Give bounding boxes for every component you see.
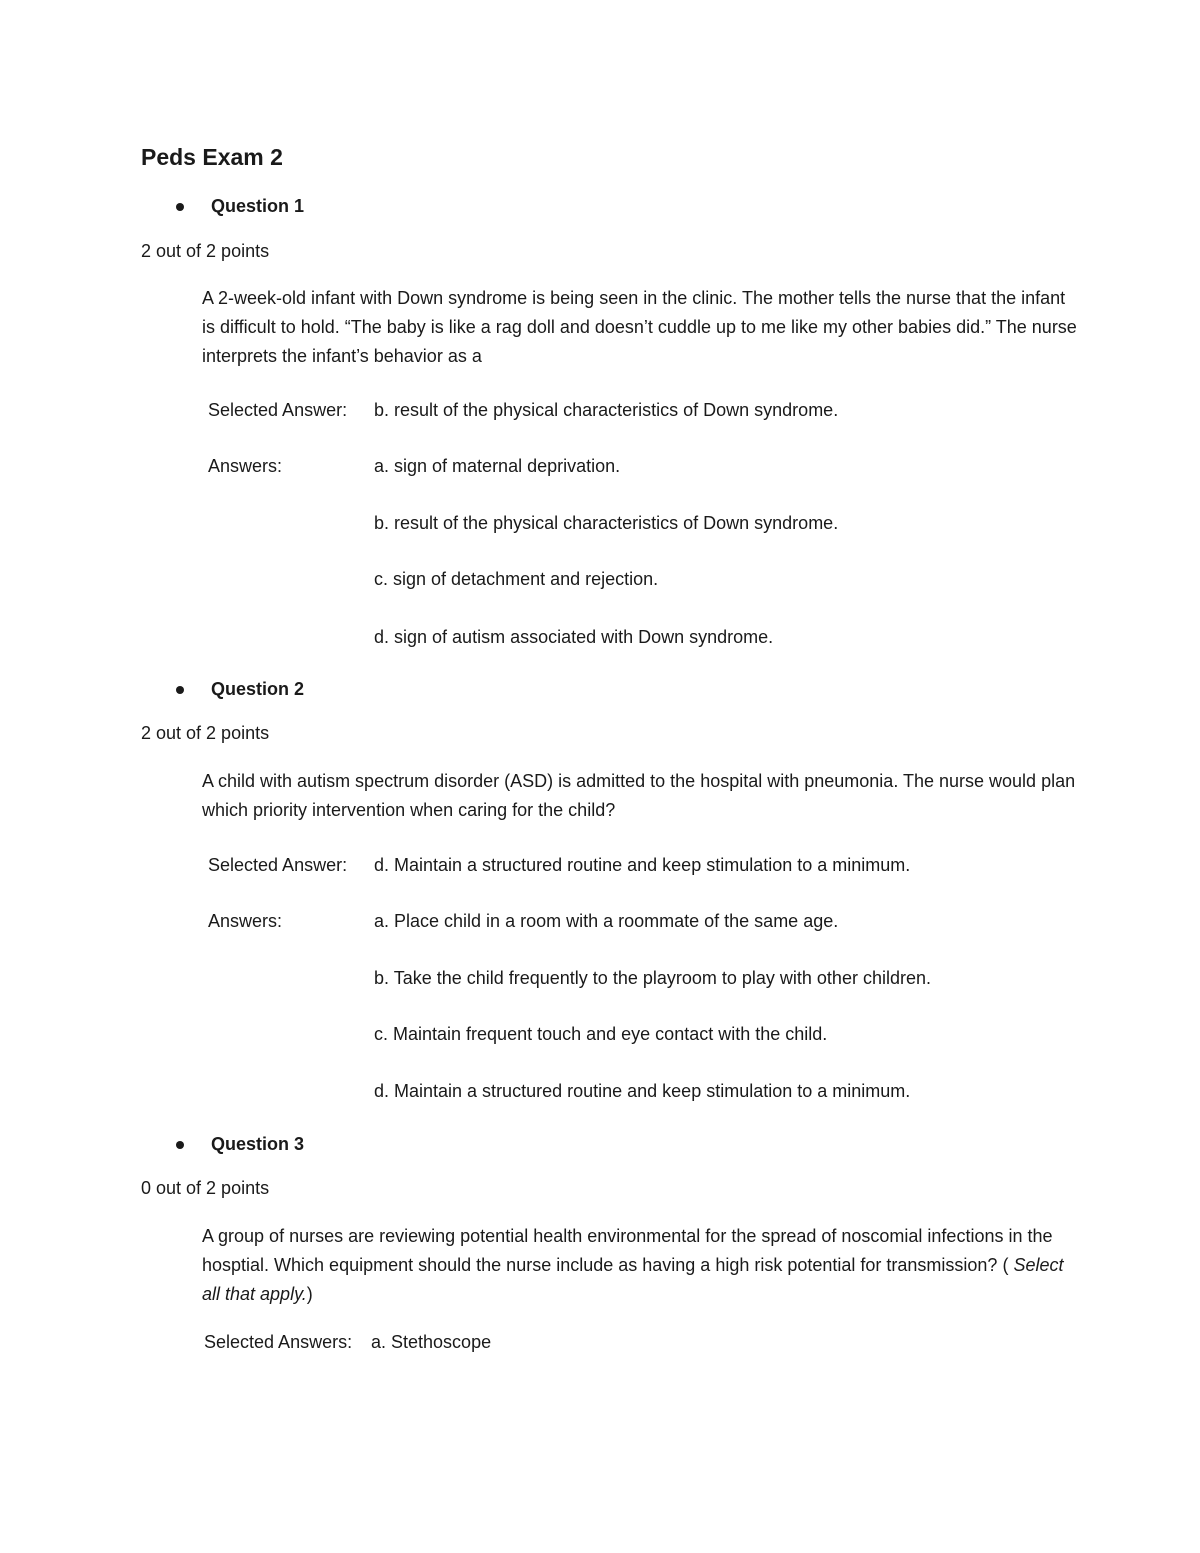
question-2-selected-answer: d. Maintain a structured routine and keep stimulation to a minimum.: [374, 855, 911, 875]
question-1-label: Question 1: [211, 196, 305, 216]
question-3-selected-answer: a. Stethoscope: [371, 1332, 492, 1352]
question-1-selected-label: Selected Answer:: [208, 400, 348, 420]
question-2-answer-d: d. Maintain a structured routine and keep stimulation to a minimum.: [374, 1081, 911, 1101]
question-3-selected-label: Selected Answers:: [204, 1332, 353, 1352]
question-2-label: Question 2: [211, 679, 305, 699]
question-1-selected-answer: b. result of the physical characteristics of Down syndrome.: [374, 400, 839, 420]
question-3-points: 0 out of 2 points: [141, 1178, 270, 1198]
question-1-answer-d: d. sign of autism associated with Down syndrome.: [374, 627, 774, 647]
question-2-text: A child with autism spectrum disorder (ASD) is admitted to the hospital with pneumonia. The nurse would plan which priority intervention when caring for the child?: [202, 771, 1076, 820]
question-1-answer-b: b. result of the physical characteristics of Down syndrome.: [374, 513, 839, 533]
question-2-answer-a: a. Place child in a room with a roommate of the same age.: [374, 911, 839, 931]
question-3-text-end: ): [306, 1284, 313, 1304]
question-1-answer-c: c. sign of detachment and rejection.: [374, 569, 659, 589]
question-1-text: A 2-week-old infant with Down syndrome is being seen in the clinic. The mother tells the nurse that the infant is difficult to hold. “The baby is like a rag doll and doesn’t cuddle up to me like my other babies did.” The nurse interprets the infant’s behavior as a: [202, 288, 1077, 366]
question-3-label: Question 3: [211, 1134, 305, 1154]
bullet-icon: [176, 203, 184, 211]
question-2-selected-label: Selected Answer:: [208, 855, 348, 875]
question-2-answer-b: b. Take the child frequently to the playroom to play with other children.: [374, 968, 931, 988]
question-1-answers-label: Answers:: [208, 456, 283, 476]
question-2-answer-c: c. Maintain frequent touch and eye contact with the child.: [374, 1024, 828, 1044]
question-3-text-main: A group of nurses are reviewing potential health environmental for the spread of noscomial infections in the hosptial. Which equipment should the nurse include as having a high risk potential for transmission? (: [202, 1226, 1053, 1275]
page-title: Peds Exam 2: [141, 144, 283, 170]
question-3-text: [202, 1222, 1082, 1309]
question-1-answer-a: a. sign of maternal deprivation.: [374, 456, 621, 476]
bullet-icon: [176, 686, 184, 694]
question-2-answers-label: Answers:: [208, 911, 283, 931]
question-3-text-italic: Select all that apply.: [202, 1255, 1064, 1304]
question-1-points: 2 out of 2 points: [141, 241, 270, 261]
bullet-icon: [176, 1141, 184, 1149]
question-2-points: 2 out of 2 points: [141, 723, 270, 743]
